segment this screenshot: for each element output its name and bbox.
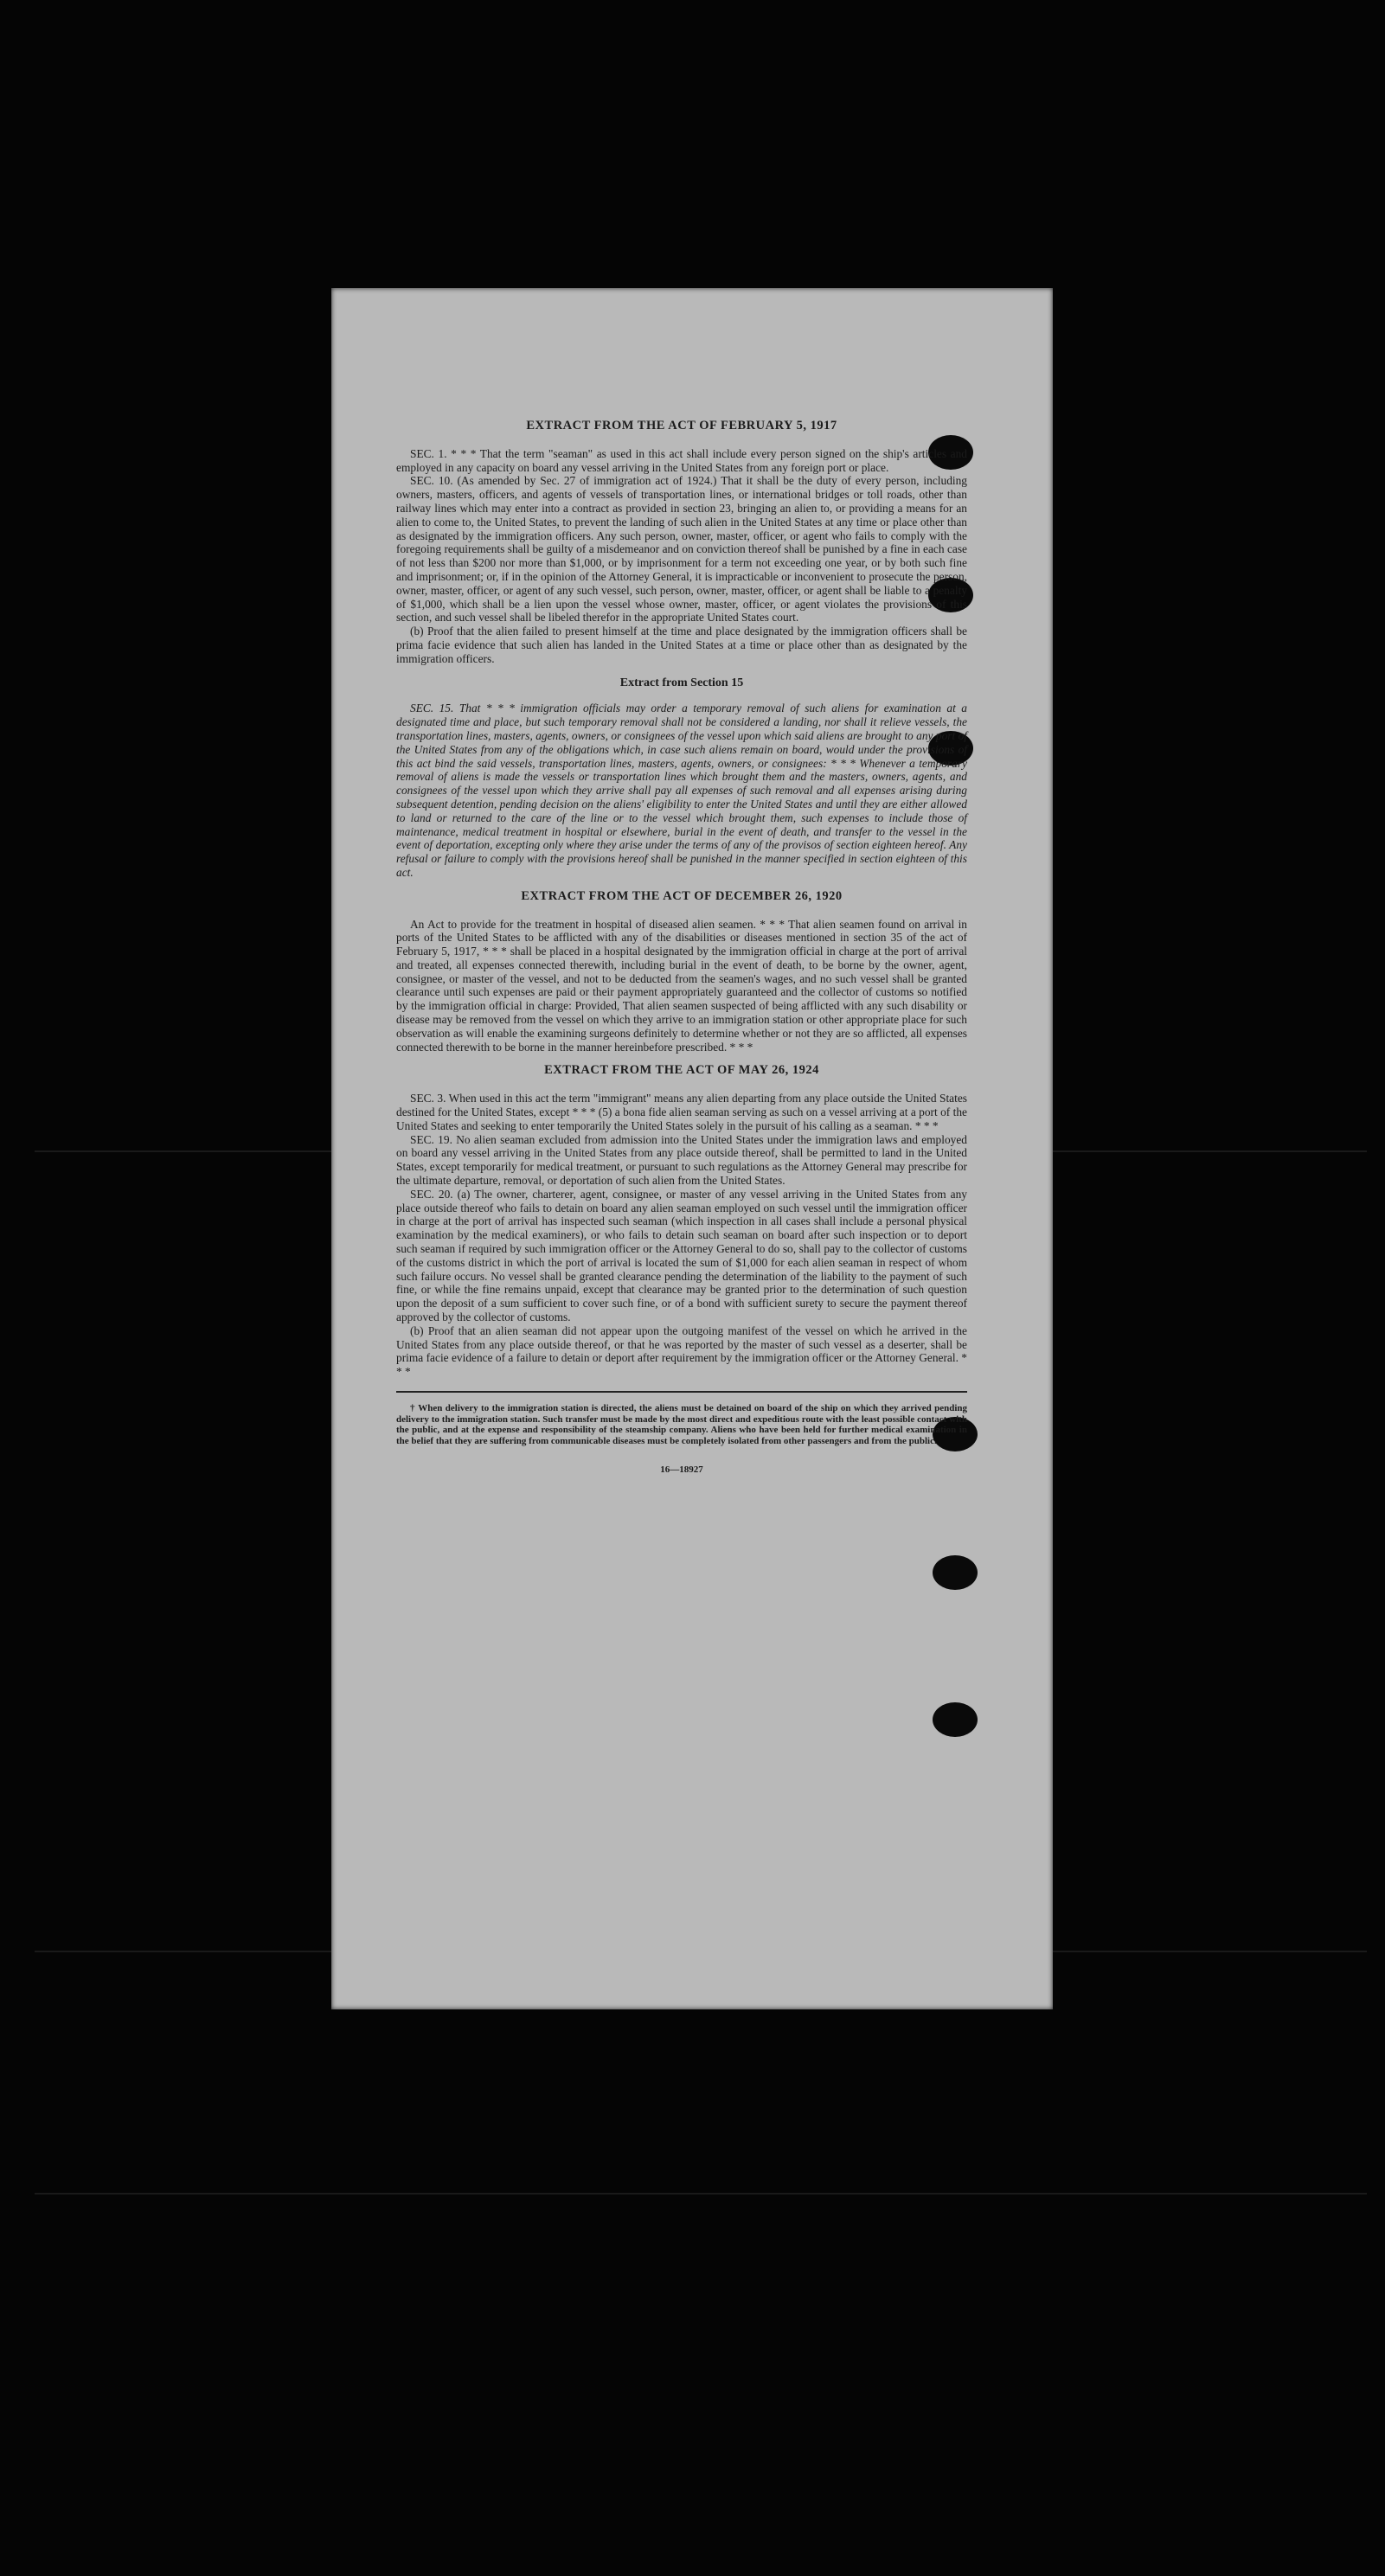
heading-act-1920: EXTRACT FROM THE ACT OF DECEMBER 26, 1920 [521, 888, 843, 903]
paragraph-sec-10: SEC. 10. (As amended by Sec. 27 of immigration act of 1924.) That it shall be the duty of every person, including owners, masters, officers, and agents of vessels of transportation lines, or international bridges or toll roads, other than railway lines which may enter into a contract as provided in section 23, bringing an alien to, or providing a means for an alien to come to, the United States, to prevent the landing of such alien in the United States at any time or place other than as designated by the immigration officers. Any such person, owner, master, officer, or agent who fails to comply with the foregoing requirements shall be guilty of a misdemeanor and on conviction thereof shall be punished by a fine in each case of not less than $200 nor more than $1,000, or by imprisonment for a term not exceeding one year, or by both such fine and imprisonment; or, if in the opinion of the Attorney General, it is impracticable or inconvenient to prosecute the person, owner, master, officer, or agent of any such vessel, such person, owner, master, officer, or agent shall be liable to a penalty of $1,000, which shall be a lien upon the vessel whose owner, master, officer, or agent violates the provisions of this section, and such vessel shall be libeled therefor in the appropriate United States court. [396, 474, 967, 625]
paragraph-sec-20a: SEC. 20. (a) The owner, charterer, agent, consignee, or master of any vessel arriving in the United States from any place outside thereof who fails to detain on board any alien seaman employed on such vessel until the immigration officer in charge at the port of arrival has inspected such seaman (which inspection in all cases shall include a personal physical examination by the medical examiners), or who fails to detain such seaman on board after such inspection or to deport such seaman if required by such immigration officer or the Attorney General to do so, shall pay to the collector of customs of the customs district in which the port of arrival is located the sum of $1,000 for each alien seaman in respect of whom such failure occurs. No vessel shall be granted clearance pending the determination of the liability to the payment of such fine, or while the fine remains unpaid, except that clearance may be granted prior to the determination of such question upon the deposit of a sum sufficient to cover such fine, or of a bond with sufficient surety to secure the payment thereof approved by the collector of customs. [396, 1187, 967, 1324]
paragraph-sec-20b: (b) Proof that an alien seaman did not appear upon the outgoing manifest of the vessel on which he arrived in the United States from any place outside thereof, or that he was reported by the master of such vessel as a deserter, shall be prima facie evidence of a failure to detain or deport after requirement by the immigration officer or the Attorney General. * * * [396, 1323, 967, 1379]
paragraph-sec-10b: (b) Proof that the alien failed to present himself at the time and place designated by the immigration officers shall be prima facie evidence that such alien has landed in the United States at a time or place other than as designated by the immigration officers. [396, 625, 967, 665]
scan-artifact-line [35, 2193, 1367, 2195]
footnote [396, 1403, 967, 1446]
punch-hole [933, 1555, 978, 1590]
paragraph-sec-1: SEC. 1. * * * That the term "seaman" as used in this act shall include every person signed on the ship's articles and employed in any capacity on board any vessel arriving in the United States from any foreign port or place. [396, 446, 967, 474]
footnote-text: † When delivery to the immigration station is directed, the aliens must be detained on board of the ship on which they arrived pending delivery to the immigration station. Such transfer must be made by the most direct and expeditious route with the least possible contact with the public, and at the expense and responsibility of the steamship company. Aliens who have been held for further medical examination in the belief that they are suffering from communicable diseases must be completely isolated from other passengers and from the public. [396, 1403, 967, 1446]
paragraph-sec-19: SEC. 19. No alien seaman excluded from admission into the United States under the immigration laws and employed on board any vessel arriving in the United States from any place outside thereof, shall be permitted to land in the United States, except temporarily for medical treatment, or pursuant to such regulations as the Attorney General may prescribe for the ultimate departure, removal, or deportation of such alien from the United States. [396, 1132, 967, 1188]
heading-act-1917: EXTRACT FROM THE ACT OF FEBRUARY 5, 1917 [526, 419, 837, 433]
heading-section-15: Extract from Section 15 [619, 676, 744, 689]
document-text [396, 420, 967, 1477]
paragraph-sec-15: SEC. 15. That * * * immigration officials may order a temporary removal of such aliens for examination at a designated time and place, but such temporary removal shall not be considered a landing, nor shall it relieve vessels, the transportation lines, masters, agents, owners, or consignees of the vessel upon which said aliens are brought to any port of the United States from any of the obligations which, in case such aliens remain on board, would under the provisions of this act bind the said vessels, transportation lines, masters, agents, owners, or consignees: * * * Whenever a temporary removal of aliens is made the vessels or transportation lines which brought them and the masters, owners, agents, and consignees of the vessel upon which they arrive shall pay all expenses of such removal and all expenses arising during subsequent detention, pending decision on the aliens' eligibility to enter the United States and until they are either allowed to land or returned to the care of the line or to the vessel which brought them, such expenses to include those of maintenance, medical treatment in hospital or elsewhere, burial in the event of death, and transfer to the vessel in the event of deportation, excepting only where they arise under the terms of any of the provisos of section eighteen hereof. Any refusal or failure to comply with the provisions hereof shall be punished in the manner specified in section eighteen of this act. [396, 702, 967, 879]
paragraph-sec-3: SEC. 3. When used in this act the term "immigrant" means any alien departing from any place outside the United States destined for the United States, except * * * (5) a bona fide alien seaman serving as such on a vessel arriving at a port of the United States and seeking to enter temporarily the United States solely in the pursuit of his calling as a seaman. * * * [396, 1092, 967, 1132]
footnote-divider [396, 1391, 967, 1393]
print-code: 16—18927 [660, 1464, 703, 1475]
punch-hole [933, 1702, 978, 1737]
document-page [331, 288, 1053, 2009]
paragraph-act-1920: An Act to provide for the treatment in hospital of diseased alien seamen. * * * That alien seamen found on arrival in ports of the United States to be afflicted with any of the disabilities or diseases mentioned in section 35 of the act of February 5, 1917, * * * shall be placed in a hospital designated by the immigration official in charge at the port of arrival and treated, all expenses connected therewith, including burial in the event of death, to be borne by the owner, agent, consignee, or master of the vessel, and not to be deducted from the seamen's wages, and no such vessel shall be granted clearance until such expenses are paid or their payment appropriately guaranteed and the collector of customs so notified by the immigration official in charge: Provided, That alien seamen suspected of being afflicted with any such disability or disease may be removed from the vessel on which they arrive to an immigration station or other appropriate place for such observation as will enable the examining surgeons definitely to determine whether or not they are so afflicted, all expenses connected therewith to be borne in the manner hereinbefore prescribed. * * * [396, 917, 967, 1054]
heading-act-1924: EXTRACT FROM THE ACT OF MAY 26, 1924 [544, 1063, 819, 1078]
